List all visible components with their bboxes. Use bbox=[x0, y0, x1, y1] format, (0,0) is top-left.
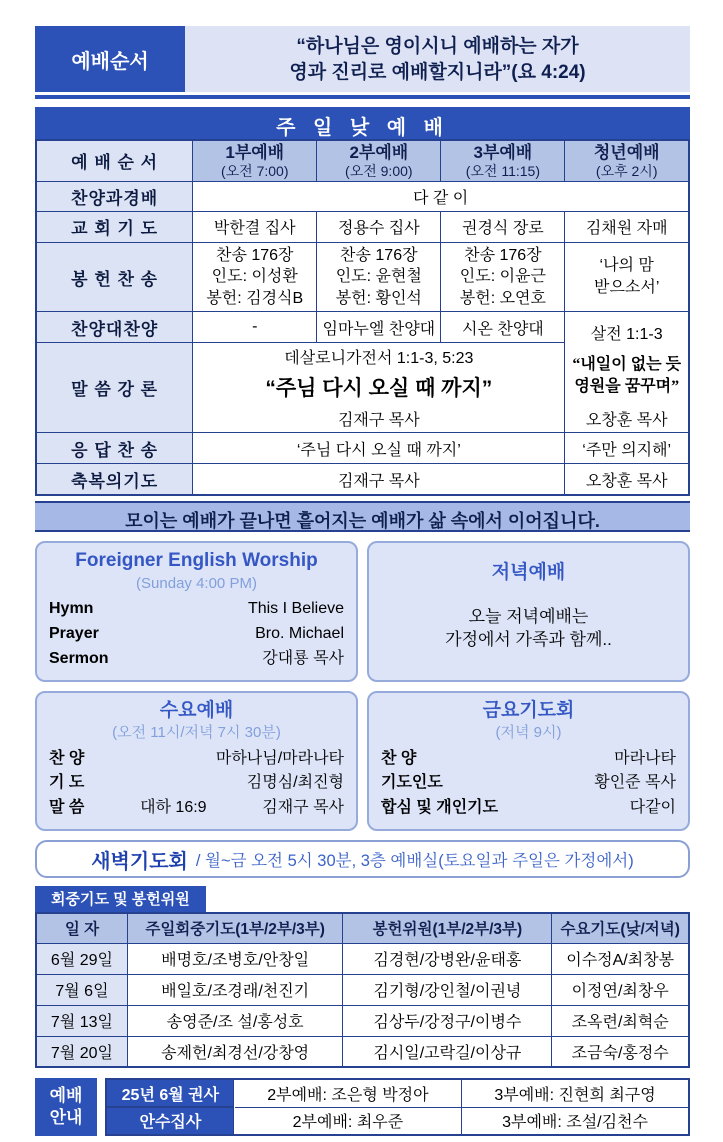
wednesday-worship-title: 수요예배 bbox=[159, 699, 234, 721]
english-hymn-value: This I Believe bbox=[247, 600, 344, 618]
intercession-r1-date: 6월 29일 bbox=[36, 943, 127, 974]
benediction-youth: 오창훈 목사 bbox=[565, 464, 689, 495]
offering-hymn-row bbox=[36, 242, 689, 312]
choir-3bu: 시온 찬양대 bbox=[441, 312, 565, 343]
intercession-header-wednesday: 수요기도(낮/저녁) bbox=[552, 913, 689, 943]
scripture-quote bbox=[185, 26, 690, 92]
dawn-prayer-title: 새벽기도회 bbox=[91, 850, 188, 873]
intercession-row-1 bbox=[36, 943, 689, 974]
intercession-section bbox=[35, 886, 690, 1068]
response-hymn-row bbox=[36, 433, 689, 464]
offering-1bu-hymn: 찬송 176장 bbox=[215, 246, 294, 264]
scripture-quote-line2: 영과 진리로 예배할지니라”(요 4:24) bbox=[289, 61, 586, 83]
offering-2bu-offertory: 봉헌: 황인석 bbox=[335, 289, 422, 307]
intercession-r2-wednesday: 이정연/최창우 bbox=[552, 974, 689, 1005]
wednesday-praise-row bbox=[49, 747, 344, 772]
notice-badge-line1: 예배 bbox=[49, 1085, 83, 1105]
youth-sermon-title bbox=[568, 354, 685, 397]
evening-worship-card bbox=[367, 541, 690, 682]
evening-worship-body bbox=[381, 586, 676, 672]
english-prayer-value: Bro. Michael bbox=[255, 624, 344, 642]
wednesday-sermon-label: 말 씀 bbox=[49, 799, 85, 817]
benediction-label: 축복의기도 bbox=[36, 464, 193, 495]
intercession-r3-offering: 김상두/강정구/이병수 bbox=[343, 1005, 552, 1036]
friday-prayerlead-value: 황인준 목사 bbox=[594, 774, 676, 792]
friday-unison-value: 다같이 bbox=[629, 799, 676, 817]
service-1bu-time: (오전 7:00) bbox=[220, 162, 289, 179]
youth-sermon-title-line2: 영원을 꿈꾸며” bbox=[574, 377, 680, 395]
offering-hymn-3bu bbox=[441, 242, 565, 312]
service-col-youth bbox=[565, 140, 689, 181]
church-prayer-2bu: 정용수 집사 bbox=[317, 211, 441, 242]
service-youth-name: 청년예배 bbox=[593, 143, 660, 162]
service-2bu-time: (오전 9:00) bbox=[345, 162, 413, 179]
wednesday-sermon-scripture: 대하 16:9 bbox=[140, 799, 207, 817]
sermon-scripture: 데살로니가전서 1:1-3, 5:23 bbox=[284, 350, 474, 368]
intercession-header-date: 일 자 bbox=[36, 913, 127, 943]
offering-hymn-2bu bbox=[317, 242, 441, 312]
service-2bu-name: 2부예배 bbox=[349, 143, 409, 162]
service-youth-time: (오후 2시) bbox=[595, 162, 658, 179]
benediction-row bbox=[36, 464, 689, 495]
offering-hymn-label: 봉 헌 찬 송 bbox=[36, 242, 193, 312]
offering-3bu-leader: 인도: 이윤근 bbox=[459, 268, 546, 286]
scripture-quote-line1: “하나님은 영이시니 예배하는 자가 bbox=[296, 36, 579, 57]
youth-sermon-title-line1: “내일이 없는 듯 bbox=[572, 356, 682, 374]
friday-prayer-title: 금요기도회 bbox=[482, 699, 575, 721]
response-hymn-label: 응 답 찬 송 bbox=[36, 433, 193, 464]
response-hymn-youth: ‘주만 의지해’ bbox=[565, 433, 689, 464]
praise-worship-row bbox=[36, 181, 689, 211]
wednesday-sermon-preacher: 김재구 목사 bbox=[262, 799, 344, 817]
service-3bu-name: 3부예배 bbox=[473, 143, 533, 162]
english-sermon-row bbox=[49, 647, 344, 672]
response-hymn-main: ‘주님 다시 오실 때 까지’ bbox=[193, 433, 565, 464]
intercession-row-3 bbox=[36, 1005, 689, 1036]
choir-label: 찬양대찬양 bbox=[36, 312, 193, 343]
notice-r1-category: 25년 6월 권사 bbox=[106, 1079, 234, 1107]
praise-worship-value: 다 같 이 bbox=[193, 181, 689, 211]
offering-1bu-leader: 인도: 이성환 bbox=[211, 268, 298, 286]
friday-prayerlead-row bbox=[381, 771, 676, 796]
sermon-cell bbox=[193, 343, 565, 433]
youth-sermon-scripture: 살전 1:1-3 bbox=[590, 326, 663, 344]
wednesday-prayer-label: 기 도 bbox=[49, 774, 85, 792]
intercession-r4-offering: 김시일/고락길/이상규 bbox=[343, 1036, 552, 1067]
evening-body-line2: 가정에서 가족과 함께.. bbox=[445, 629, 612, 649]
service-1bu-name: 1부예배 bbox=[225, 143, 285, 162]
evening-worship-title: 저녁예배 bbox=[491, 561, 566, 583]
english-prayer-label: Prayer bbox=[49, 624, 99, 642]
friday-unison-label: 합심 및 개인기도 bbox=[381, 799, 499, 817]
intercession-r1-wednesday: 이수정A/최창봉 bbox=[552, 943, 689, 974]
intercession-row-4 bbox=[36, 1036, 689, 1067]
choir-row bbox=[36, 312, 689, 343]
wednesday-worship-time: (오전 11시/저녁 7시 30분) bbox=[112, 724, 281, 742]
friday-prayer-time: (저녁 9시) bbox=[495, 724, 562, 742]
closing-banner: 모이는 예배가 끝나면 흩어지는 예배가 삶 속에서 이어집니다. bbox=[35, 501, 690, 532]
church-prayer-label: 교 회 기 도 bbox=[36, 211, 193, 242]
intercession-header-sunday: 주일회중기도(1부/2부/3부) bbox=[127, 913, 342, 943]
notice-r1-3bu: 3부예배: 진현희 최구영 bbox=[462, 1079, 689, 1107]
friday-unison-row bbox=[381, 796, 676, 821]
friday-prayer-card bbox=[367, 691, 690, 832]
church-prayer-1bu: 박한결 집사 bbox=[193, 211, 317, 242]
intercession-r2-date: 7월 6일 bbox=[36, 974, 127, 1005]
intercession-r2-sunday: 배일호/조경래/천진기 bbox=[127, 974, 342, 1005]
offering-hymn-youth bbox=[565, 242, 689, 312]
order-of-worship-badge: 예배순서 bbox=[35, 26, 185, 92]
intercession-r4-wednesday: 조금숙/홍정수 bbox=[552, 1036, 689, 1067]
offering-hymn-1bu bbox=[193, 242, 317, 312]
english-worship-time: (Sunday 4:00 PM) bbox=[136, 574, 257, 592]
intercession-r4-sunday: 송제헌/최경선/강창영 bbox=[127, 1036, 342, 1067]
intercession-r2-offering: 김기형/강인철/이권녕 bbox=[343, 974, 552, 1005]
intercession-header-row bbox=[36, 913, 689, 943]
notice-r2-3bu: 3부예배: 조설/김천수 bbox=[462, 1107, 689, 1135]
wednesday-praise-value: 마하나님/마라나타 bbox=[215, 749, 344, 767]
offering-2bu-leader: 인도: 윤현철 bbox=[335, 268, 422, 286]
offering-youth-line1: ‘나의 맘 bbox=[599, 257, 654, 275]
wednesday-worship-card bbox=[35, 691, 358, 832]
dawn-prayer-bar bbox=[35, 840, 690, 878]
service-col-1bu bbox=[193, 140, 317, 181]
church-prayer-row bbox=[36, 211, 689, 242]
friday-praise-value: 마라나타 bbox=[614, 749, 676, 767]
wednesday-prayer-value: 김명심/최진형 bbox=[246, 774, 344, 792]
english-hymn-row bbox=[49, 597, 344, 622]
english-sermon-label: Sermon bbox=[49, 649, 109, 667]
offering-3bu-offertory: 봉헌: 오연호 bbox=[459, 289, 546, 307]
sunday-service-title: 주 일 낮 예 배 bbox=[35, 107, 690, 139]
wednesday-sermon-row bbox=[49, 796, 344, 821]
notice-row-2 bbox=[106, 1107, 689, 1135]
choir-2bu: 임마누엘 찬양대 bbox=[317, 312, 441, 343]
english-worship-title: Foreigner English Worship bbox=[75, 549, 318, 571]
offering-youth-line2: 받으소서’ bbox=[594, 279, 660, 297]
friday-prayerlead-label: 기도인도 bbox=[381, 774, 443, 792]
church-prayer-3bu: 권경식 장로 bbox=[441, 211, 565, 242]
intercession-r1-offering: 김경현/강병완/윤태홍 bbox=[343, 943, 552, 974]
service-col-2bu bbox=[317, 140, 441, 181]
intercession-r3-date: 7월 13일 bbox=[36, 1005, 127, 1036]
order-of-worship-header bbox=[35, 26, 690, 99]
sunday-service-table bbox=[35, 139, 690, 496]
notice-badge-line2: 안내 bbox=[49, 1108, 83, 1128]
english-sermon-value: 강대룡 목사 bbox=[262, 649, 344, 667]
english-hymn-label: Hymn bbox=[49, 600, 94, 618]
dawn-prayer-detail: / 월~금 오전 5시 30분, 3층 예배실(토요일과 주일은 가정에서) bbox=[195, 852, 634, 871]
service-header-label: 예 배 순 서 bbox=[36, 140, 193, 181]
wednesday-praise-label: 찬 양 bbox=[49, 749, 85, 767]
notice-r2-category: 안수집사 bbox=[106, 1107, 234, 1135]
service-header-row bbox=[36, 140, 689, 181]
notice-r2-2bu: 2부예배: 최우준 bbox=[234, 1107, 461, 1135]
friday-praise-row bbox=[381, 747, 676, 772]
service-3bu-time: (오전 11:15) bbox=[465, 162, 540, 179]
english-worship-card bbox=[35, 541, 358, 682]
intercession-tab: 회중기도 및 봉헌위원 bbox=[35, 886, 206, 912]
sermon-preacher: 김재구 목사 bbox=[337, 412, 420, 430]
praise-worship-label: 찬양과경배 bbox=[36, 181, 193, 211]
sub-service-cards bbox=[35, 541, 690, 831]
friday-praise-label: 찬 양 bbox=[381, 749, 417, 767]
intercession-r1-sunday: 배명호/조병호/안창일 bbox=[127, 943, 342, 974]
youth-sermon-cell bbox=[565, 312, 689, 433]
offering-3bu-hymn: 찬송 176장 bbox=[464, 246, 542, 264]
evening-body-line1: 오늘 저녁예배는 bbox=[468, 606, 589, 626]
service-col-3bu bbox=[441, 140, 565, 181]
english-prayer-row bbox=[49, 622, 344, 647]
notice-r1-2bu: 2부예배: 조은형 박정아 bbox=[234, 1079, 461, 1107]
notice-row-1 bbox=[106, 1079, 689, 1107]
intercession-row-2 bbox=[36, 974, 689, 1005]
offering-1bu-offertory: 봉헌: 김경식B bbox=[206, 289, 304, 307]
benediction-main: 김재구 목사 bbox=[193, 464, 565, 495]
intercession-r4-date: 7월 20일 bbox=[36, 1036, 127, 1067]
intercession-r3-sunday: 송영준/조 설/홍성호 bbox=[127, 1005, 342, 1036]
choir-1bu: - bbox=[193, 312, 317, 343]
youth-sermon-preacher: 오창훈 목사 bbox=[585, 411, 668, 429]
intercession-header-offering: 봉헌위원(1부/2부/3부) bbox=[343, 913, 552, 943]
sermon-title: “주님 다시 오실 때 까지” bbox=[265, 377, 493, 401]
intercession-table bbox=[35, 912, 690, 1068]
wednesday-prayer-row bbox=[49, 771, 344, 796]
intercession-r3-wednesday: 조옥련/최혁순 bbox=[552, 1005, 689, 1036]
offering-2bu-hymn: 찬송 176장 bbox=[340, 246, 418, 264]
church-prayer-youth: 김채원 자매 bbox=[565, 211, 689, 242]
sermon-label: 말 씀 강 론 bbox=[36, 343, 193, 433]
